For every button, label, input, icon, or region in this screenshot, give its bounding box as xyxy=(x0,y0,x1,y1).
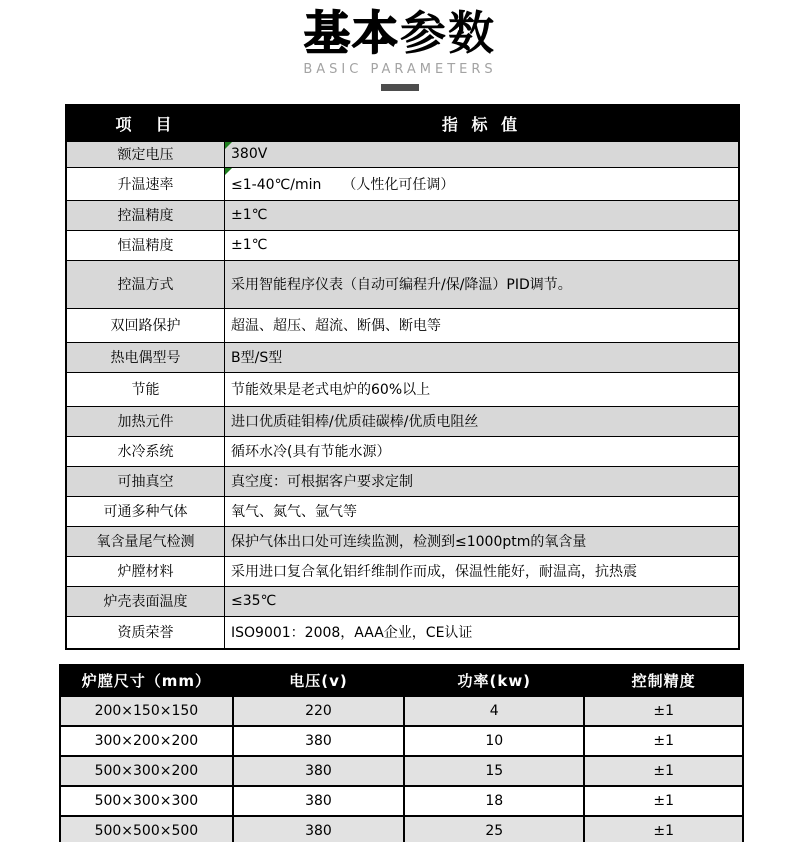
page-header xyxy=(0,0,800,91)
spec-label-cell: 节能 xyxy=(66,372,225,406)
spec-label-cell: 炉膛材料 xyxy=(66,556,225,586)
spec-row xyxy=(66,586,739,616)
spec-row xyxy=(66,342,739,372)
spec-value-cell: 超温、超压、超流、断偶、断电等 xyxy=(225,308,740,342)
model-power-cell: 18 xyxy=(404,786,584,816)
spec-label-cell: 双回路保护 xyxy=(66,308,225,342)
spec-row xyxy=(66,466,739,496)
page-subtitle: BASIC PARAMETERS xyxy=(303,62,497,78)
spec-label-cell: 资质荣誉 xyxy=(66,616,225,649)
spec-value-cell: 节能效果是老式电炉的60%以上 xyxy=(225,372,740,406)
spec-label-cell: 控温精度 xyxy=(66,200,225,230)
model-table xyxy=(59,664,744,842)
model-size-cell: 500×300×200 xyxy=(60,756,233,786)
spec-value-cell: ±1℃ xyxy=(225,200,740,230)
spec-label-cell: 可通多种气体 xyxy=(66,496,225,526)
model-precision-cell: ±1 xyxy=(584,726,743,756)
spec-label-cell: 加热元件 xyxy=(66,406,225,436)
spec-header-row xyxy=(66,105,739,141)
spec-value-cell: 保护气体出口处可连续监测，检测到≤1000ptm的氧含量 xyxy=(225,526,740,556)
model-voltage-cell: 380 xyxy=(233,756,404,786)
spec-value-cell: 循环水冷(具有节能水源） xyxy=(225,436,740,466)
spec-row xyxy=(66,167,739,200)
model-power-cell: 15 xyxy=(404,756,584,786)
spec-row xyxy=(66,260,739,308)
spec-label-cell: 氧含量尾气检测 xyxy=(66,526,225,556)
model-header-precision: 控制精度 xyxy=(584,665,743,696)
model-power-cell: 4 xyxy=(404,696,584,726)
spec-row xyxy=(66,308,739,342)
model-row xyxy=(60,696,743,726)
model-row xyxy=(60,756,743,786)
spec-value-cell: ≤35℃ xyxy=(225,586,740,616)
model-voltage-cell: 380 xyxy=(233,786,404,816)
spec-row xyxy=(66,200,739,230)
model-header-row xyxy=(60,665,743,696)
spec-value-cell: 采用智能程序仪表（自动可编程升/保/降温）PID调节。 xyxy=(225,260,740,308)
spec-value-text: 380V xyxy=(231,146,268,163)
model-row xyxy=(60,816,743,842)
spec-row xyxy=(66,526,739,556)
spec-header-value: 指 标 值 xyxy=(225,105,740,141)
spec-value-cell: 真空度：可根据客户要求定制 xyxy=(225,466,740,496)
model-power-cell: 10 xyxy=(404,726,584,756)
spec-value-cell: ISO9001：2008，AAA企业，CE认证 xyxy=(225,616,740,649)
cell-corner-marker-icon xyxy=(225,168,232,175)
spec-value-text: ≤1-40℃/min （人性化可任调） xyxy=(231,176,455,193)
spec-value-cell: B型/S型 xyxy=(225,342,740,372)
model-voltage-cell: 380 xyxy=(233,726,404,756)
model-row xyxy=(60,786,743,816)
title-divider-bar xyxy=(381,84,419,91)
model-voltage-cell: 220 xyxy=(233,696,404,726)
spec-table xyxy=(65,104,740,650)
spec-label-cell: 热电偶型号 xyxy=(66,342,225,372)
spec-value-cell: 进口优质硅钼棒/优质硅碳棒/优质电阻丝 xyxy=(225,406,740,436)
spec-row xyxy=(66,230,739,260)
model-precision-cell: ±1 xyxy=(584,816,743,842)
model-row xyxy=(60,726,743,756)
model-precision-cell: ±1 xyxy=(584,786,743,816)
model-size-cell: 200×150×150 xyxy=(60,696,233,726)
model-precision-cell: ±1 xyxy=(584,756,743,786)
model-header-power: 功率(kw) xyxy=(404,665,584,696)
model-precision-cell: ±1 xyxy=(584,696,743,726)
page-title xyxy=(0,6,800,61)
spec-row xyxy=(66,616,739,649)
spec-label-cell: 控温方式 xyxy=(66,260,225,308)
model-voltage-cell: 380 xyxy=(233,816,404,842)
model-header-voltage: 电压(v) xyxy=(233,665,404,696)
spec-row xyxy=(66,436,739,466)
spec-header-item: 项 目 xyxy=(66,105,225,141)
spec-row xyxy=(66,372,739,406)
page-title-strong: 基本 xyxy=(304,6,400,60)
spec-value-cell xyxy=(225,167,740,200)
spec-value-cell xyxy=(225,141,740,167)
spec-label-cell: 额定电压 xyxy=(66,141,225,167)
spec-label-cell: 水冷系统 xyxy=(66,436,225,466)
cell-corner-marker-icon xyxy=(225,142,232,149)
page-title-regular: 参数 xyxy=(400,6,496,60)
spec-row xyxy=(66,496,739,526)
spec-label-cell: 炉壳表面温度 xyxy=(66,586,225,616)
spec-label-cell: 升温速率 xyxy=(66,167,225,200)
spec-row xyxy=(66,406,739,436)
spec-label-cell: 可抽真空 xyxy=(66,466,225,496)
spec-label-cell: 恒温精度 xyxy=(66,230,225,260)
model-header-size: 炉膛尺寸（mm） xyxy=(60,665,233,696)
spec-row xyxy=(66,556,739,586)
spec-row xyxy=(66,141,739,167)
spec-value-cell: 采用进口复合氧化铝纤维制作而成，保温性能好，耐温高，抗热震 xyxy=(225,556,740,586)
spec-value-cell: 氧气、氮气、氩气等 xyxy=(225,496,740,526)
model-size-cell: 500×300×300 xyxy=(60,786,233,816)
spec-value-cell: ±1℃ xyxy=(225,230,740,260)
model-size-cell: 300×200×200 xyxy=(60,726,233,756)
model-power-cell: 25 xyxy=(404,816,584,842)
model-size-cell: 500×500×500 xyxy=(60,816,233,842)
